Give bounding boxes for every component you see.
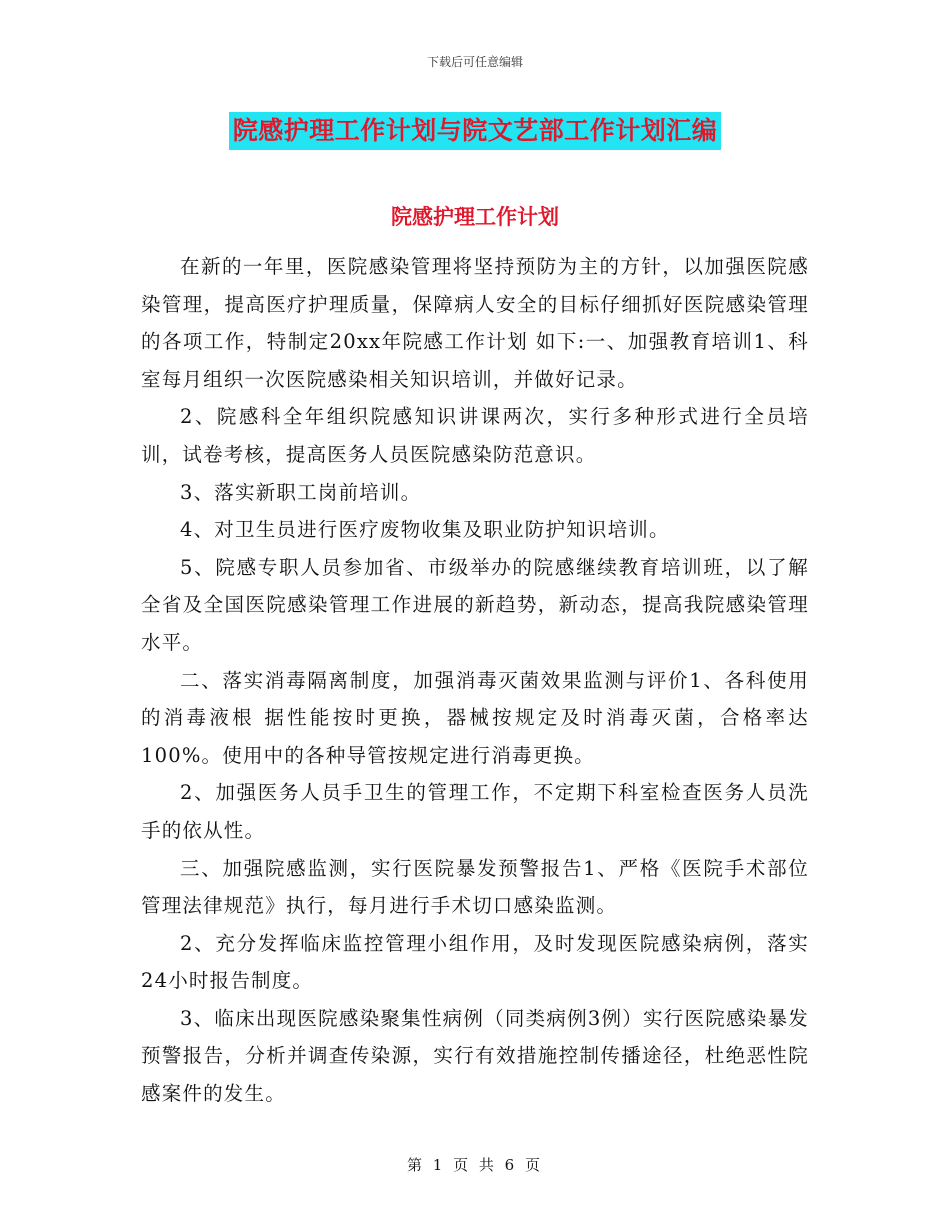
footer-middle: 页 共 — [453, 1156, 497, 1174]
paragraph: 在新的一年里，医院感染管理将坚持预防为主的方针，以加强医院感染管理，提高医疗护理质量，保障病人安全的目标仔细抓好医院感染管理的各项工作，特制定20xx年院感工作计划 如下:一、加强教育培训1、科室每月组织一次医院感染相关知识培训，并做好记录。 — [141, 255, 809, 391]
footer-total-pages: 6 — [504, 1156, 518, 1174]
paragraph: 2、加强医务人员手卫生的管理工作，不定期下科室检查医务人员洗手的依从性。 — [141, 781, 809, 842]
paragraph: 4、对卫生员进行医疗废物收集及职业防护知识培训。 — [180, 518, 670, 542]
page-footer — [0, 1154, 950, 1175]
footer-suffix: 页 — [525, 1156, 544, 1174]
main-title: 院感护理工作计划与院文艺部工作计划汇编 — [229, 112, 722, 150]
paragraph: 2、充分发挥临床监控管理小组作用，及时发现医院感染病例，落实24小时报告制度。 — [141, 931, 809, 993]
paragraph: 3、落实新职工岗前培训。 — [180, 480, 422, 504]
paragraph: 3、临床出现医院感染聚集性病例（同类病例3例）实行医院感染暴发预警报告，分析并调查传染源，实行有效措施控制传播途径，杜绝恶性院感案件的发生。 — [141, 1006, 809, 1106]
paragraph: 二、落实消毒隔离制度，加强消毒灭菌效果监测与评价1、各科使用的消毒液根 据性能按时更换，器械按规定及时消毒灭菌，合格率达100%。使用中的各种导管按规定进行消毒更换。 — [141, 668, 809, 767]
footer-prefix: 第 — [406, 1156, 425, 1174]
paragraph: 三、加强院感监测，实行医院暴发预警报告1、严格《医院手术部位管理法律规范》执行，每月进行手术切口感染监测。 — [141, 856, 809, 918]
footer-page-number: 1 — [432, 1156, 446, 1174]
paragraph: 2、院感科全年组织院感知识讲课两次，实行多种形式进行全员培训，试卷考核，提高医务人员医院感染防范意识。 — [141, 405, 809, 466]
paragraph: 5、院感专职人员参加省、市级举办的院感继续教育培训班，以了解全省及全国医院感染管理工作进展的新趋势，新动态，提高我院感染管理水平。 — [141, 555, 809, 654]
header-note: 下载后可任意编辑 — [426, 55, 523, 69]
document-body — [141, 248, 809, 1113]
main-title-wrap — [0, 112, 950, 150]
section-title: 院感护理工作计划 — [391, 204, 559, 229]
